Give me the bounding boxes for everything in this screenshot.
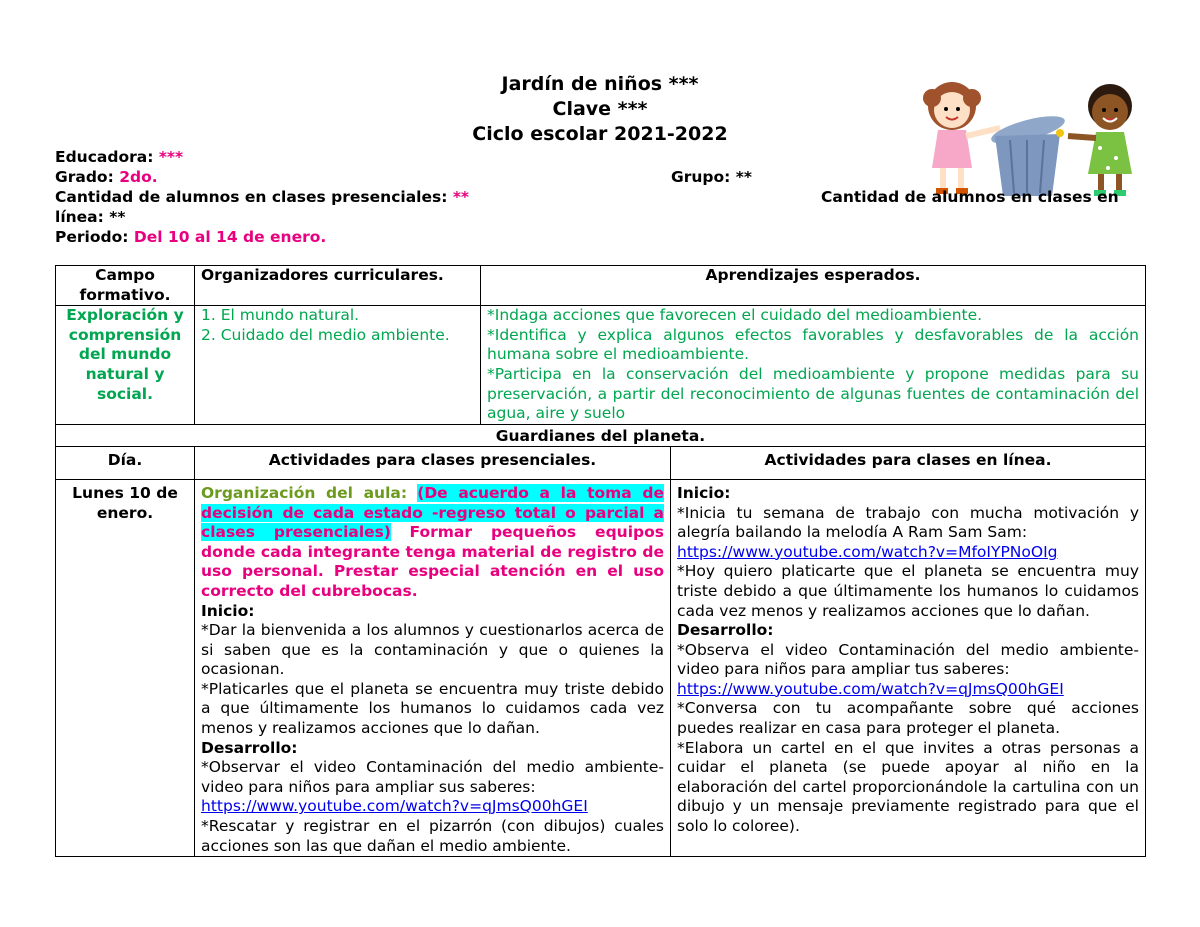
table-header-row (56, 266, 1146, 306)
grado-value: 2do. (119, 168, 158, 186)
grupo-value: ** (735, 168, 752, 186)
school-key: Clave *** (552, 98, 648, 120)
header-presenciales: Actividades para clases presenciales. (195, 447, 671, 480)
table-row (56, 306, 1146, 425)
inicio-text-2: *Hoy quiero platicarte que el planeta se encuentra muy triste debido a que últimamente los humanos lo cuidamos cada vez menos y realizamos acciones que lo dañan. (677, 562, 1139, 620)
inicio-label: Inicio: (201, 601, 255, 620)
organizadores-cell (195, 306, 481, 425)
desarrollo-label: Desarrollo: (677, 621, 774, 640)
inicio-text-1: *Dar la bienvenida a los alumnos y cuestionarlos acerca de si saben que es la contaminación y que o quienes la ocasionan. (201, 621, 664, 679)
header-organizadores: Organizadores curriculares. (195, 266, 481, 306)
linea-value: ** (109, 208, 126, 226)
aprendizaje-item: *Participa en la conservación del medioambiente y propone medidas para su preservación, a partir del reconocimiento de algunas fuentes de contaminación del agua, aire y suelo (487, 364, 1139, 423)
video-link[interactable]: https://www.youtube.com/watch?v=qJmsQ00hGEI (677, 679, 1064, 698)
linea-label-a: Cantidad de alumnos en clases en (821, 188, 1119, 206)
grupo-line (671, 168, 752, 188)
periodo-value: Del 10 al 14 de enero. (133, 228, 327, 246)
linea-line (55, 208, 125, 228)
presenciales-value: ** (452, 188, 470, 206)
presencial-cell (195, 479, 671, 856)
table-row (56, 479, 1146, 856)
dia-cell: Lunes 10 de enero. (56, 479, 195, 856)
inicio-label: Inicio: (677, 483, 731, 502)
desarrollo-label: Desarrollo: (201, 738, 298, 757)
org-label: Organización del aula: (201, 483, 408, 502)
inicio-text-1: *Inicia tu semana de trabajo con mucha motivación y alegría bailando la melodía A Ram Sam Sam: (677, 503, 1139, 542)
desarrollo-text-2: *Rescatar y registrar en el pizarrón (con dibujos) cuales acciones son las que dañan el medio ambiente. (201, 817, 664, 855)
aprendizaje-item: *Indaga acciones que favorecen el cuidado del medioambiente. (487, 306, 983, 325)
aprendizaje-item: *Identifica y explica algunos efectos favorables y desfavorables de la acción humana sobre el medioambiente. (487, 325, 1139, 364)
school-year: Ciclo escolar 2021-2022 (472, 123, 728, 145)
organizador-item: 1. El mundo natural. (201, 306, 360, 325)
section-title: Guardianes del planeta. (56, 424, 1146, 447)
desarrollo-text-1: *Observar el video Contaminación del medio ambiente-video para niños para ampliar sus saberes: (201, 758, 664, 796)
presenciales-line (55, 188, 469, 208)
desarrollo-text-2: *Conversa con tu acompañante sobre qué acciones puedes realizar en casa para proteger el planeta. (677, 699, 1139, 738)
school-name: Jardín de niños *** (501, 73, 699, 95)
org-text: Formar pequeños equipos donde cada integrante tenga material de registro de uso personal. Prestar especial atención en el uso correcto del cubrebocas. (201, 523, 664, 600)
organizador-item: 2. Cuidado del medio ambiente. (201, 325, 450, 344)
grado-label: Grado: (55, 168, 114, 186)
document-header (300, 72, 900, 147)
header-dia: Día. (56, 447, 195, 480)
header-linea: Actividades para clases en línea. (671, 447, 1146, 480)
header-aprendizajes: Aprendizajes esperados. (481, 266, 1146, 306)
educadora-line (55, 148, 183, 168)
educadora-label: Educadora: (55, 148, 154, 166)
grado-line (55, 168, 158, 188)
desarrollo-text-3: *Elabora un cartel en el que invites a otras personas a cuidar el planeta (se puede apoyar al niño en la elaboración del cartel proporcionándole la cartulina con un dibujo y un mensaje previamente registrado para que el solo lo coloree). (677, 738, 1139, 836)
kids-recycling-icon (910, 78, 1160, 203)
planning-table (55, 265, 1146, 857)
section-row (56, 424, 1146, 447)
periodo-line (55, 228, 326, 248)
inicio-text-2: *Platicarles que el planeta se encuentra muy triste debido a que últimamente los humanos lo cuidamos cada vez menos y realizamos acciones que lo dañan. (201, 679, 664, 738)
linea-label-b: línea: (55, 208, 104, 226)
table-header-row-2 (56, 447, 1146, 480)
grupo-label: Grupo: (671, 168, 731, 186)
desarrollo-text-1: *Observa el video Contaminación del medio ambiente-video para niños para ampliar tus saberes: (677, 640, 1139, 679)
song-link[interactable]: https://www.youtube.com/watch?v=MfoIYPNoOIg (677, 542, 1058, 561)
educadora-value: *** (158, 148, 184, 166)
presenciales-label: Cantidad de alumnos en clases presenciales: (55, 188, 448, 206)
campo-formativo: Exploración y comprensión del mundo natural y social. (56, 306, 195, 425)
header-campo: Campo formativo. (56, 266, 195, 306)
video-link[interactable]: https://www.youtube.com/watch?v=qJmsQ00hGEI (201, 797, 588, 816)
linea-cell (671, 479, 1146, 856)
org-highlight: (De acuerdo a la toma de decisión de cada estado -regreso total o parcial a clases presenciales) (201, 483, 664, 542)
periodo-label: Periodo: (55, 228, 129, 246)
aprendizajes-cell (481, 306, 1146, 425)
